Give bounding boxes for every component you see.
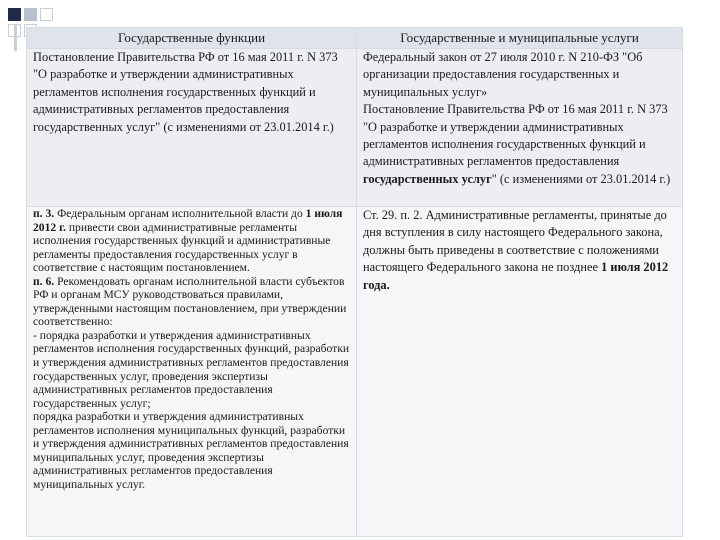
- cell-functions-acts: [27, 49, 357, 207]
- decorative-square-outline: [40, 8, 53, 21]
- cell-services-deadlines: [357, 207, 683, 537]
- header-state-municipal-services: Государственные и муниципальные услуги: [357, 28, 683, 49]
- article-29-text: [363, 207, 676, 294]
- decree-text-start: Постановление Правительства РФ от 16 мая 2011 г. N 373 "О разработке и утверждении административных регламентов исполнения государственных функций и административных регламентов предоставления: [363, 102, 668, 169]
- cell-functions-deadlines: [27, 207, 357, 537]
- table-row: [27, 207, 683, 537]
- law-210-text: Федеральный закон от 27 июля 2010 г. N 210-ФЗ "Об организации предоставления государственных и муниципальных услуг»: [363, 50, 643, 99]
- article-29-body: Ст. 29. п. 2. Административные регламенты, принятые до дня вступления в силу настоящего Федерального закона, должны быть приведены в соответствие с положениями настоящего Федерального закона не позднее: [363, 208, 667, 275]
- decorative-vertical-line: [14, 24, 17, 51]
- clause-3-date: 1 июля 2012 г.: [33, 207, 343, 234]
- clause-6: [33, 275, 350, 329]
- comparison-table: [26, 27, 683, 537]
- decorative-square-dark: [8, 8, 21, 21]
- decree-373-text: Постановление Правительства РФ от 16 мая 2011 г. N 373 "О разработке и утверждении административных регламентов исполнения государственных функций и административных регламентов предоставления государственных услуг" (с изменениями от 23.01.2014 г.): [33, 50, 338, 134]
- clause-3: [33, 207, 350, 275]
- clause-6-item-state: - порядка разработки и утверждения административных регламентов исполнения государственных функций, разработки и утверждения административных регламентов предоставления государственных услуг, проведения экспертизы административных регламентов предоставления государственных услуг;: [33, 328, 350, 410]
- article-29-date: 1 июля 2012 года.: [363, 260, 669, 292]
- clause-6-label: п. 6.: [33, 274, 55, 288]
- clause-3-label: п. 3.: [33, 207, 55, 220]
- clause-3-text-a: Федеральным органам исполнительной власти до: [54, 207, 306, 220]
- decree-373-services-text: [363, 101, 676, 188]
- decree-text-bold: государственных услуг: [363, 171, 492, 186]
- table-row: [27, 49, 683, 207]
- decree-text-end: " (с изменениями от 23.01.2014 г.): [491, 171, 671, 186]
- table-header-row: [27, 28, 683, 49]
- clause-3-text-b: привести свои административные регламенты исполнения государственных функций и административные регламенты предоставления государственных услуг в соответствие с настоящим постановлением.: [33, 220, 331, 275]
- clause-6-item-municipal: порядка разработки и утверждения административных регламентов исполнения муниципальных функций, разработки и утверждения административных регламентов предоставления муниципальных услуг, проведения экспертизы административных регламентов предоставления муниципальных услуг.: [33, 410, 349, 491]
- header-state-functions: Государственные функции: [27, 28, 357, 49]
- decorative-square-grey: [24, 8, 37, 21]
- cell-services-acts: [357, 49, 683, 207]
- clause-6-text: Рекомендовать органам исполнительной власти субъектов РФ и органам МСУ руководствоваться правилами, утвержденными настоящим постановлением, при утверждении соответственно:: [33, 274, 347, 329]
